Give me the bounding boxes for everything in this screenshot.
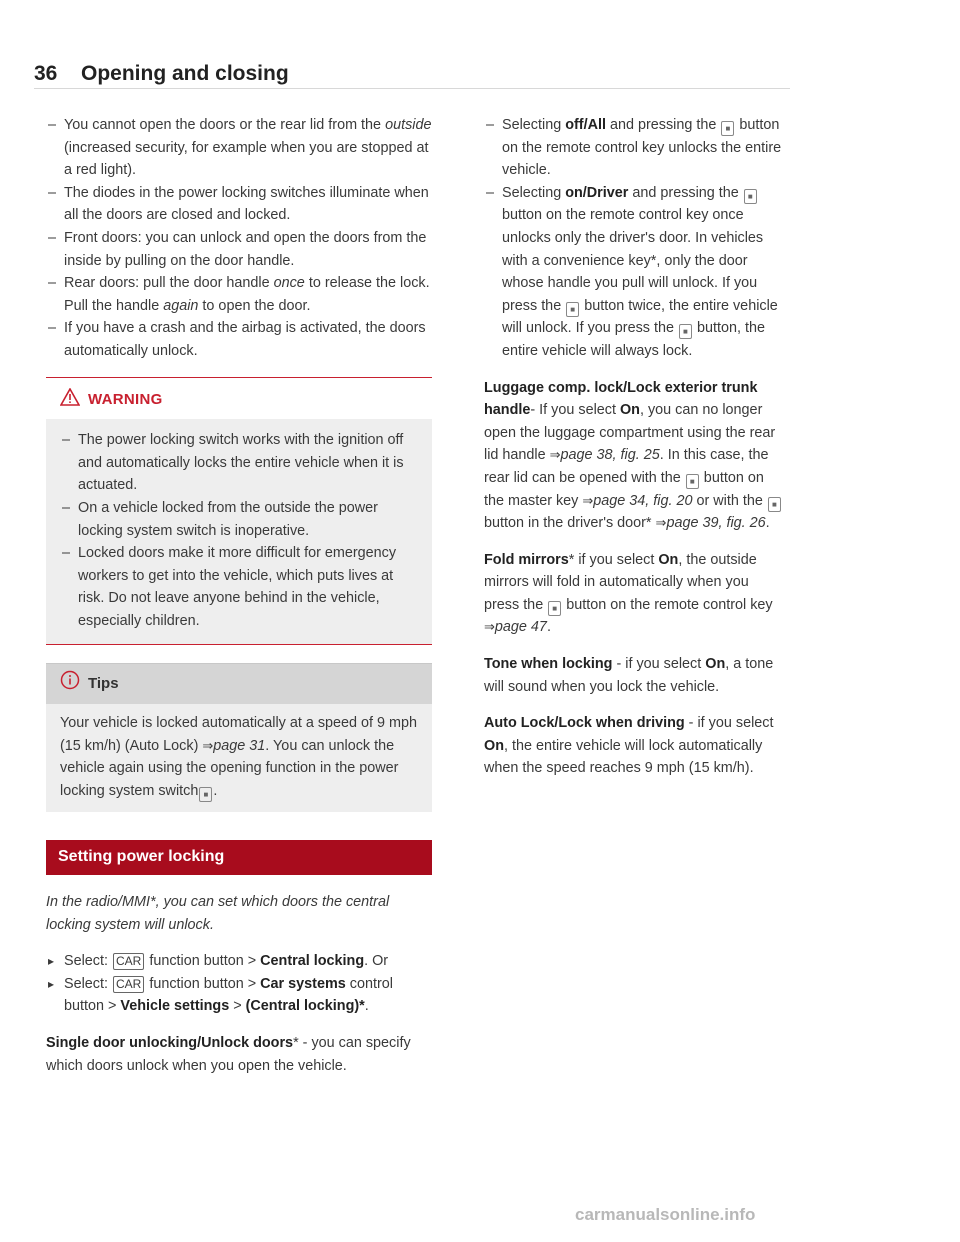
watermark: carmanualsonline.info <box>575 1205 756 1224</box>
page-title: Opening and closing <box>81 62 289 85</box>
list-item: – You cannot open the doors or the rear lid from the outside (increased security, for example when you are stopped at a red light). <box>46 114 432 182</box>
list-item: – Locked doors make it more difficult for emergency workers to get into the vehicle, which puts lives at risk. Do not leave anyone behind in the vehicle, especially children. <box>60 542 418 632</box>
page-header <box>34 62 790 89</box>
page-reference[interactable]: page 31 <box>213 737 266 754</box>
auto-lock-paragraph: Auto Lock/Lock when driving - if you select On, the entire vehicle will lock automatically when the speed reaches 9 mph (15 km/h). <box>484 715 774 777</box>
list-item: ▸ Select: CAR function button > Car systems control button > Vehicle settings > (Central locking)*. <box>46 973 432 1018</box>
warning-label: WARNING <box>88 391 163 409</box>
tone-paragraph: Tone when locking - if you select On, a tone will sound when you lock the vehicle. <box>484 656 774 695</box>
tips-label: Tips <box>88 674 119 692</box>
page-reference[interactable]: page 38, fig. 25 <box>560 447 660 464</box>
fold-mirrors-paragraph: Fold mirrors* if you select On, the outside mirrors will fold in automatically when you press the ■ button on the remote control key ⇒page 47. <box>484 551 773 636</box>
tips-box <box>46 663 432 812</box>
arrow-icon: ⇒ <box>655 515 667 531</box>
lock-button-icon: ■ <box>548 601 561 616</box>
tips-header <box>46 664 432 704</box>
arrow-icon: ⇒ <box>202 737 214 753</box>
warning-list <box>60 429 418 632</box>
unlock-button-icon: ■ <box>721 121 734 136</box>
list-item: – Selecting on/Driver and pressing the ■ button on the remote control key once unlocks only the driver's door. In vehicles with a convenience key*, only the door whose handle you pull will unlock. If you press the ■ button twice, the entire vehicle will unlock. If you press the ■ button, the entire vehicle will always lock. <box>484 182 784 363</box>
list-item: ▸ Select: CAR function button > Central locking. Or <box>46 950 432 973</box>
section-heading: Setting power locking <box>46 840 432 875</box>
intro-text: In the radio/MMI*, you can set which doors the central locking system will unlock. <box>46 894 390 933</box>
right-bullet-list <box>484 114 784 363</box>
page-reference[interactable]: page 34, fig. 20 <box>593 492 693 509</box>
trunk-button-icon: ■ <box>768 497 781 512</box>
warning-triangle-icon <box>60 388 80 414</box>
left-column <box>46 114 432 1091</box>
info-icon <box>60 670 80 698</box>
page-number: 36 <box>34 62 58 85</box>
list-item: – Front doors: you can unlock and open the doors from the inside by pulling on the door handle. <box>46 227 432 272</box>
trunk-button-icon: ■ <box>686 474 699 489</box>
list-item: – Selecting off/All and pressing the ■ button on the remote control key unlocks the entire vehicle. <box>484 114 784 182</box>
unlock-button-icon: ■ <box>744 189 757 204</box>
car-key-icon: CAR <box>113 953 144 970</box>
arrow-icon: ⇒ <box>582 492 594 508</box>
list-item: – If you have a crash and the airbag is activated, the doors automatically unlock. <box>46 317 432 362</box>
unlock-button-icon: ■ <box>566 302 579 317</box>
luggage-paragraph: Luggage comp. lock/Lock exterior trunk handle- If you select On, you can no longer open the luggage compartment using the rear lid handle ⇒page 38, fig. 25. In this case, the rear lid can be opened with the ■ button on the master key ⇒page 34, fig. 20 or with the ■ button in the driver's door* ⇒page 39, fig. 26. <box>484 377 784 535</box>
lock-button-icon: ■ <box>679 324 692 339</box>
tips-text: Your vehicle is locked automatically at a speed of 9 mph (15 km/h) (Auto Lock) ⇒page 31. You can unlock the vehicle again using the opening function in the power locking system switch ■ . <box>60 712 418 802</box>
right-column <box>484 114 784 794</box>
left-bullet-list <box>46 114 432 363</box>
steps-list <box>46 950 432 1018</box>
list-item: – On a vehicle locked from the outside the power locking system switch is inoperative. <box>60 497 418 542</box>
page-reference[interactable]: page 47 <box>494 619 547 636</box>
page-reference[interactable]: page 39, fig. 26 <box>666 515 766 532</box>
list-item: – Rear doors: pull the door handle once to release the lock. Pull the handle again to open the door. <box>46 272 432 317</box>
arrow-icon: ⇒ <box>484 619 495 635</box>
warning-box <box>46 377 432 646</box>
list-item: – The diodes in the power locking switches illuminate when all the doors are closed and locked. <box>46 182 432 227</box>
single-door-paragraph: Single door unlocking/Unlock doors* - you can specify which doors unlock when you open the vehicle. <box>46 1035 411 1074</box>
power-lock-switch-icon: ■ <box>199 787 212 802</box>
warning-header <box>46 378 432 420</box>
car-key-icon: CAR <box>113 976 144 993</box>
list-item: – The power locking switch works with the ignition off and automatically locks the entire vehicle when it is actuated. <box>60 429 418 497</box>
arrow-icon: ⇒ <box>549 447 561 463</box>
